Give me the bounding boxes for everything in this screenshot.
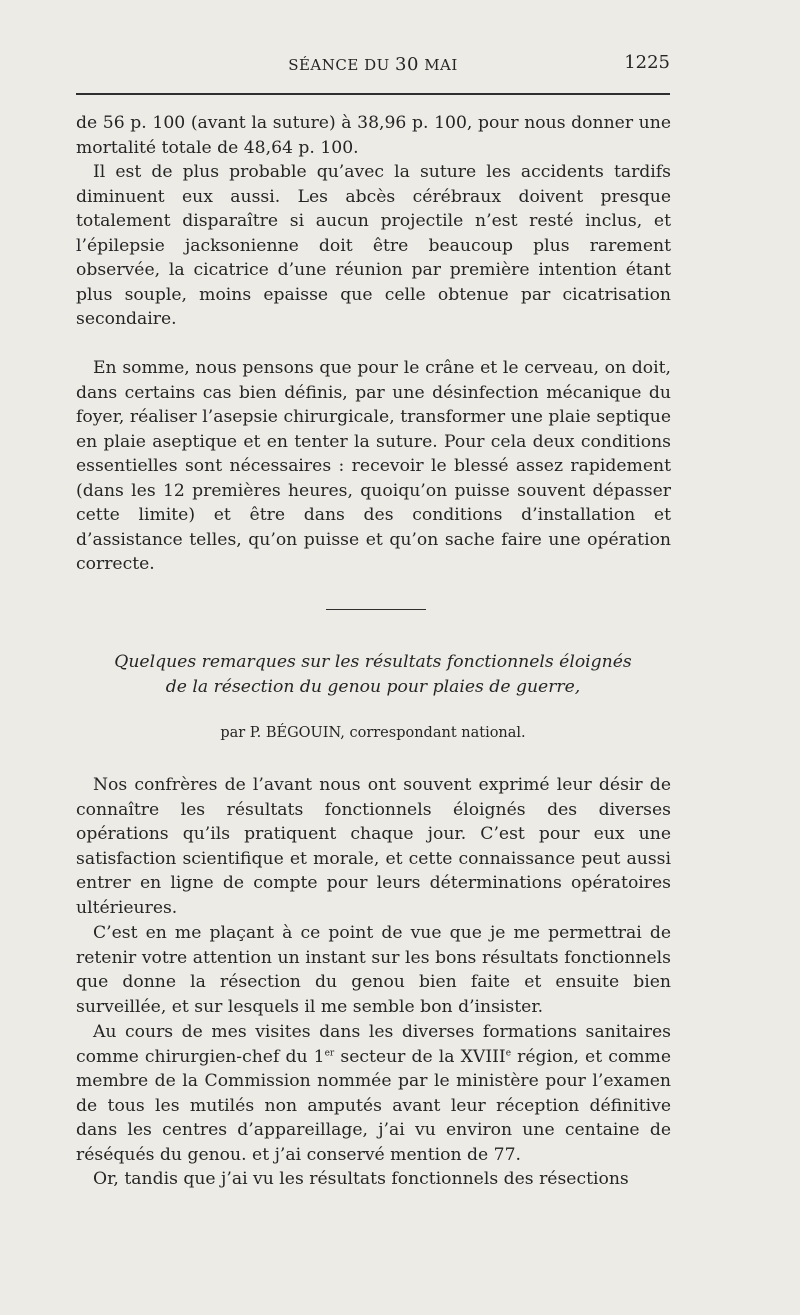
byline-prefix: par P. [220, 725, 266, 741]
paragraph-visits [76, 1020, 671, 1167]
paragraph-point-of-view: C’est en me plaçant à ce point de vue que je me permettrai de retenir votre attention un instant sur les bons résultats fonctionnels que donne la résection du genou bien faite et ensuite bien surveillée, et sur lesquels il me semble bon d’insister. [76, 923, 671, 1017]
p6-text-3: région, et comme membre de la Commission nommée par le ministère pour l’examen de tous les mutilés non amputés avant leur réception définitive dans les centres d’appareillage, j’ai vu environ une centaine de réséqués du genou. et j’ai conservé mention de 77. [76, 1046, 671, 1165]
running-head-prefix: SÉANCE DU [288, 56, 396, 74]
running-head [76, 52, 670, 76]
paragraph-final-line: Or, tandis que j’ai vu les résultats fonctionnels des résections [93, 1169, 629, 1189]
section-separator [326, 609, 426, 610]
p6-superscript-2: e [505, 1047, 512, 1058]
p6-superscript-1: er [324, 1047, 335, 1058]
paragraph-intro: Nos confrères de l’avant nous ont souvent exprimé leur désir de connaître les résultats fonctionnels éloignés des diverses opérations qu’ils pratiquent chaque jour. C’est pour eux une satisfaction scientifique et morale, et cette connaissance peut aussi entrer en ligne de compte pour leurs déterminations opératoires ultérieures. [76, 775, 671, 918]
header-rule [76, 93, 670, 95]
article-title [76, 650, 670, 699]
byline-suffix: , correspondant national. [340, 725, 526, 741]
paragraph-continuation: de 56 p. 100 (avant la suture) à 38,96 p. 100, pour nous donner une mortalité totale de 48,64 p. 100. [76, 113, 671, 158]
article-title-line-2: de la résection du genou pour plaies de guerre, [165, 676, 581, 697]
paragraph-late-accidents: Il est de plus probable qu’avec la suture les accidents tardifs diminuent eux aussi. Les abcès cérébraux doivent presque totalement disparaître si aucun projectile n’est resté inclus, et l’épilepsie jacksonienne doit être beaucoup plus rarement observée, la cicatrice d’une réunion par première intention étant plus souple, moins epaisse que celle obtenue par cicatrisation secondaire. [76, 162, 671, 330]
article-byline [76, 725, 670, 741]
page-number: 1225 [624, 52, 670, 73]
running-head-date: 30 [395, 54, 419, 75]
p6-text-1: Au cours de mes visites dans les diverses formations sanitaires comme chirurgien-chef du 1 [76, 1022, 671, 1067]
paragraph-conclusion: En somme, nous pensons que pour le crâne et le cerveau, on doit, dans certains cas bien définis, par une désinfection mécanique du foyer, réaliser l’asepsie chirurgicale, transformer une plaie septique en plaie aseptique et en tenter la suture. Pour cela deux conditions essentielles sont nécessaires : recevoir le blessé assez rapidement (dans les 12 premières heures, quoiqu’on puisse souvent dépasser cette limite) et être dans des conditions d’installation et d’assistance telles, qu’on puisse et qu’on sache faire une opération correcte. [76, 358, 671, 575]
running-head-suffix: MAI [418, 56, 458, 74]
byline-author: BÉGOUIN [265, 725, 341, 741]
p6-text-2: secteur de la XVIII [334, 1046, 506, 1067]
article-title-line-1: Quelques remarques sur les résultats fonctionnels éloignés [114, 652, 632, 672]
running-head-title [76, 54, 670, 75]
